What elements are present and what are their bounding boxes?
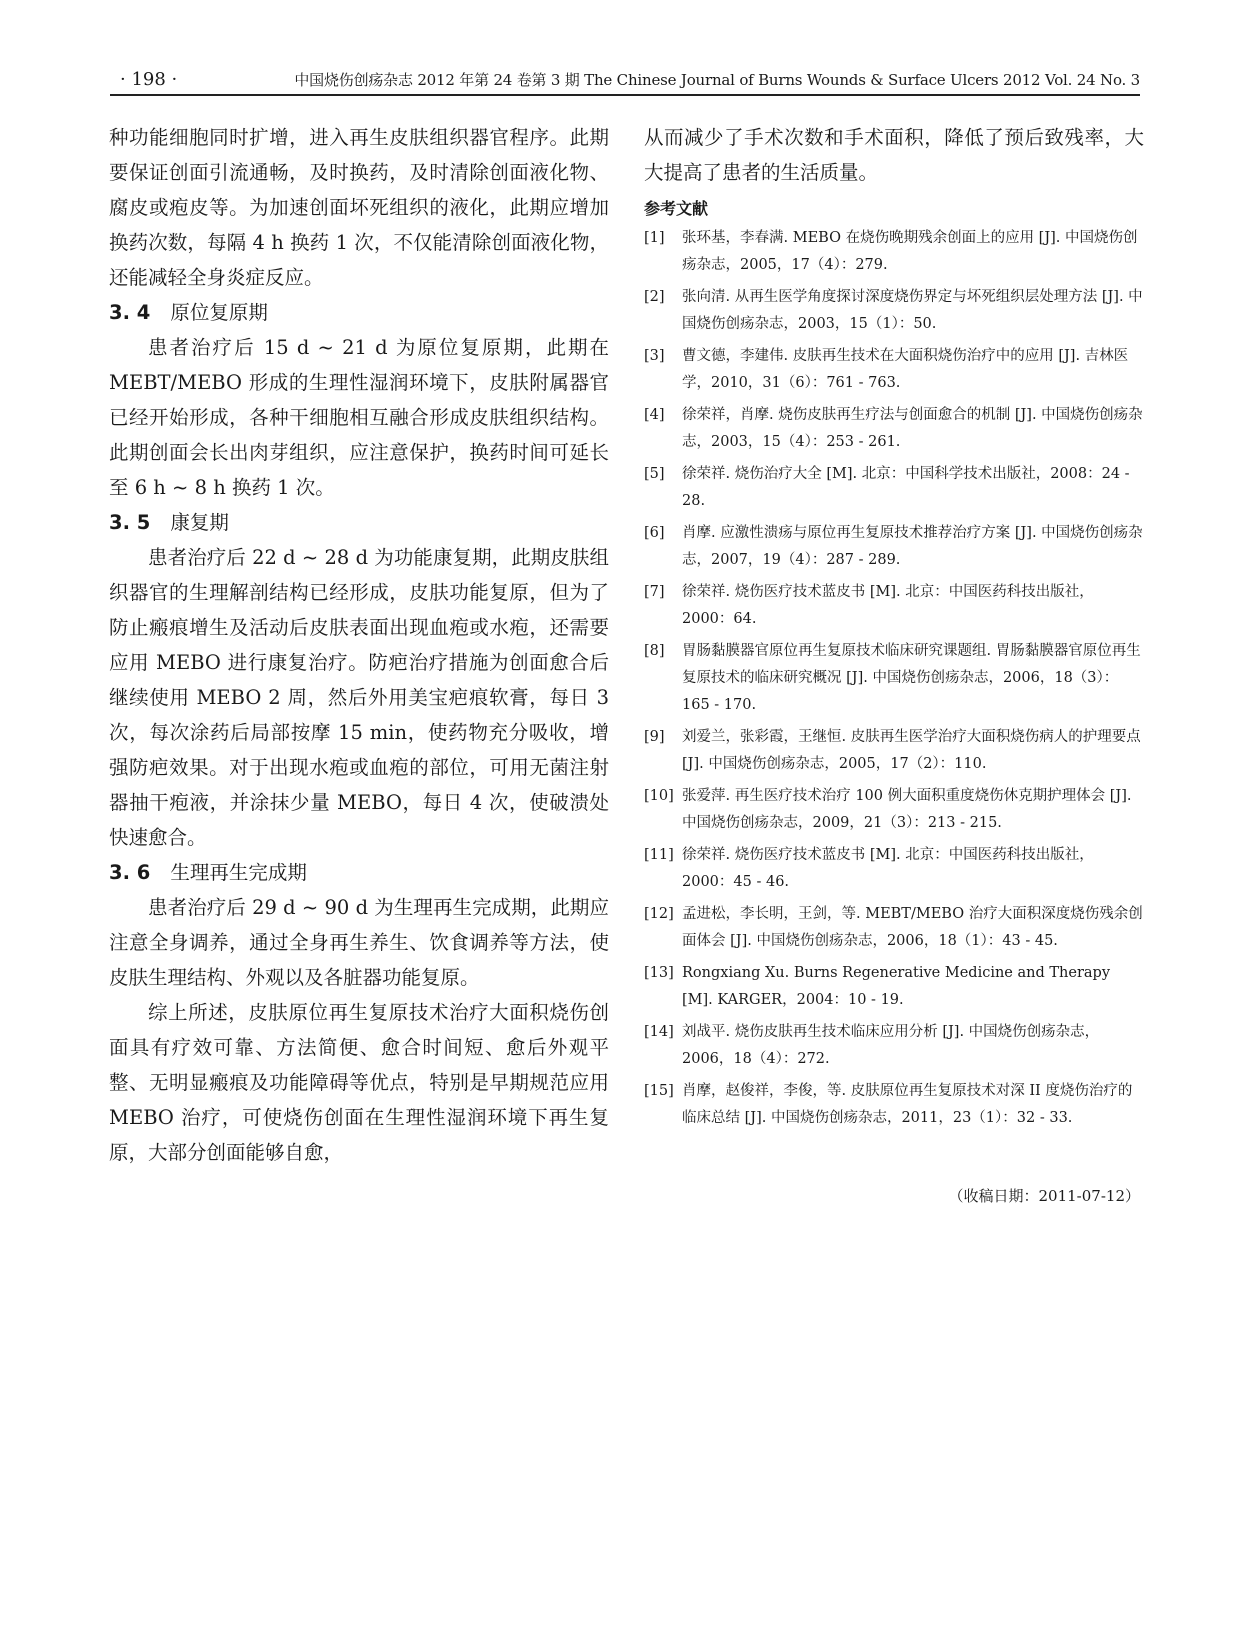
- section-heading-3-5: [109, 505, 609, 540]
- right-column: [644, 120, 1144, 1137]
- section-number: 3. 4: [109, 301, 151, 324]
- reference-number: [9]: [644, 729, 665, 745]
- reference-item: [644, 1078, 1144, 1132]
- reference-text: 徐荣祥，肖摩. 烧伤皮肤再生疗法与创面愈合的机制 [J]. 中国烧伤创疡杂志，2003，15（4）：253 - 261.: [682, 407, 1143, 450]
- reference-text: 肖摩. 应激性溃疡与原位再生复原技术推荐治疗方案 [J]. 中国烧伤创疡杂志，2007，19（4）：287 - 289.: [682, 525, 1143, 568]
- reference-item: [644, 402, 1144, 456]
- reference-item: [644, 901, 1144, 955]
- left-column: [109, 120, 609, 1170]
- section-title: 康复期: [170, 511, 229, 534]
- reference-number: [15]: [644, 1083, 674, 1099]
- reference-item: [644, 783, 1144, 837]
- reference-item: [644, 960, 1144, 1014]
- reference-text: 胃肠黏膜器官原位再生复原技术临床研究课题组. 胃肠黏膜器官原位再生复原技术的临床研究概况 [J]. 中国烧伤创疡杂志，2006，18（3）：165 - 170.: [682, 643, 1141, 713]
- paragraph: 综上所述，皮肤原位再生复原技术治疗大面积烧伤创面具有疗效可靠、方法简便、愈合时间短、愈后外观平整、无明显瘢痕及功能障碍等优点，特别是早期规范应用 MEBO 治疗，可使烧伤创面在生理性湿润环境下再生复原，大部分创面能够自愈，: [109, 1001, 609, 1164]
- reference-number: [2]: [644, 289, 665, 305]
- running-header: [110, 66, 1140, 96]
- reference-number: [8]: [644, 643, 665, 659]
- reference-text: 肖摩，赵俊祥，李俊，等. 皮肤原位再生复原技术对深 II 度烧伤治疗的临床总结 [J]. 中国烧伤创疡杂志，2011，23（1）：32 - 33.: [682, 1083, 1133, 1126]
- reference-text: 张向清. 从再生医学角度探讨深度烧伤界定与坏死组织层处理方法 [J]. 中国烧伤创疡杂志，2003，15（1）：50.: [682, 289, 1143, 332]
- reference-text: 曹文德，李建伟. 皮肤再生技术在大面积烧伤治疗中的应用 [J]. 吉林医学，2010，31（6）：761 - 763.: [682, 348, 1129, 391]
- section-number: 3. 5: [109, 511, 151, 534]
- reference-text: 张环基，李春满. MEBO 在烧伤晚期残余创面上的应用 [J]. 中国烧伤创疡杂志，2005，17（4）：279.: [682, 230, 1138, 273]
- reference-item: [644, 579, 1144, 633]
- reference-number: [4]: [644, 407, 665, 423]
- reference-item: [644, 638, 1144, 719]
- reference-number: [14]: [644, 1024, 674, 1040]
- reference-number: [10]: [644, 788, 674, 804]
- reference-number: [1]: [644, 230, 665, 246]
- paragraph: 种功能细胞同时扩增，进入再生皮肤组织器官程序。此期要保证创面引流通畅，及时换药，及时清除创面液化物、腐皮或疱皮等。为加速创面坏死组织的液化，此期应增加换药次数，每隔 4 h 换药 1 次，不仅能清除创面液化物，还能减轻全身炎症反应。: [109, 126, 609, 289]
- reference-text: Rongxiang Xu. Burns Regenerative Medicine and Therapy [M]. KARGER，2004：10 - 19.: [682, 965, 1111, 1008]
- reference-number: [13]: [644, 965, 674, 981]
- reference-number: [5]: [644, 466, 665, 482]
- section-heading-3-4: [109, 295, 609, 330]
- page-number: · 198 ·: [120, 69, 178, 90]
- reference-item: [644, 284, 1144, 338]
- reference-item: [644, 842, 1144, 896]
- paragraph: 患者治疗后 22 d ~ 28 d 为功能康复期，此期皮肤组织器官的生理解剖结构已经形成，皮肤功能复原，但为了防止瘢痕增生及活动后皮肤表面出现血疱或水疱，还需要应用 MEBO 进行康复治疗。防疤治疗措施为创面愈合后继续使用 MEBO 2 周，然后外用美宝疤痕软膏，每日 3 次，每次涂药后局部按摩 15 min，使药物充分吸收，增强防疤效果。对于出现水疱或血疱的部位，可用无菌注射器抽干疱液，并涂抹少量 MEBO，每日 4 次，使破溃处快速愈合。: [109, 546, 609, 849]
- reference-item: [644, 1019, 1144, 1073]
- reference-text: 徐荣祥. 烧伤医疗技术蓝皮书 [M]. 北京：中国医药科技出版社，2000：45 - 46.: [682, 847, 1094, 890]
- paragraph: 患者治疗后 29 d ~ 90 d 为生理再生完成期，此期应注意全身调养，通过全身再生养生、饮食调养等方法，使皮肤生理结构、外观以及各脏器功能复原。: [109, 896, 609, 989]
- paragraph: 从而减少了手术次数和手术面积，降低了预后致残率，大大提高了患者的生活质量。: [644, 126, 1144, 184]
- reference-number: [6]: [644, 525, 665, 541]
- reference-number: [12]: [644, 906, 674, 922]
- reference-text: 张爱萍. 再生医疗技术治疗 100 例大面积重度烧伤休克期护理体会 [J]. 中国烧伤创疡杂志，2009，21（3）：213 - 215.: [682, 788, 1132, 831]
- reference-number: [3]: [644, 348, 665, 364]
- paragraph: 患者治疗后 15 d ~ 21 d 为原位复原期，此期在 MEBT/MEBO 形成的生理性湿润环境下，皮肤附属器官已经开始形成，各种干细胞相互融合形成皮肤组织结构。此期创面会长出肉芽组织，应注意保护，换药时间可延长至 6 h ~ 8 h 换药 1 次。: [109, 336, 609, 499]
- reference-list: [644, 225, 1144, 1132]
- references-heading: 参考文献: [644, 199, 709, 218]
- reference-item: [644, 225, 1144, 279]
- section-heading-3-6: [109, 855, 609, 890]
- reference-text: 孟进松，李长明，王剑，等. MEBT/MEBO 治疗大面积深度烧伤残余创面体会 [J]. 中国烧伤创疡杂志，2006，18（1）：43 - 45.: [682, 906, 1143, 949]
- reference-text: 刘爱兰，张彩霞，王继恒. 皮肤再生医学治疗大面积烧伤病人的护理要点 [J]. 中国烧伤创疡杂志，2005，17（2）：110.: [682, 729, 1141, 772]
- reference-text: 徐荣祥. 烧伤治疗大全 [M]. 北京：中国科学技术出版社，2008：24 - 28.: [682, 466, 1130, 509]
- journal-title: 中国烧伤创疡杂志 2012 年第 24 卷第 3 期 The Chinese Journal of Burns Wounds & Surface Ulcers 2012 Vol. 24 No. 3: [294, 71, 1140, 89]
- reference-item: [644, 461, 1144, 515]
- reference-text: 徐荣祥. 烧伤医疗技术蓝皮书 [M]. 北京：中国医药科技出版社，2000：64.: [682, 584, 1094, 627]
- reference-item: [644, 520, 1144, 574]
- section-title: 原位复原期: [170, 301, 268, 324]
- reference-text: 刘战平. 烧伤皮肤再生技术临床应用分析 [J]. 中国烧伤创疡杂志，2006，18（4）：272.: [682, 1024, 1100, 1067]
- reference-number: [7]: [644, 584, 665, 600]
- reference-item: [644, 724, 1144, 778]
- reference-number: [11]: [644, 847, 674, 863]
- section-title: 生理再生完成期: [170, 861, 307, 884]
- received-date: （收稿日期：2011-07-12）: [948, 1187, 1140, 1205]
- section-number: 3. 6: [109, 861, 151, 884]
- reference-item: [644, 343, 1144, 397]
